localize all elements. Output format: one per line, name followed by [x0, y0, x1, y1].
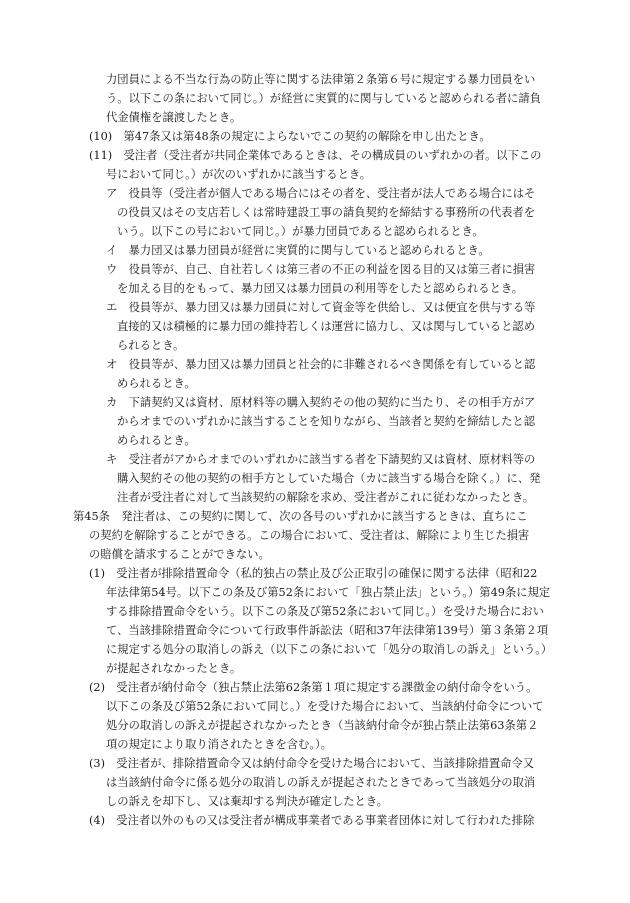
text-line: キ 受注者がアからオまでのいずれかに該当する者を下請契約又は資材、原材料等の	[106, 453, 536, 466]
text-line: られるとき。	[117, 339, 185, 352]
text-line: (10) 第47条又は第48条の規定によらないでこの契約の解除を申し出たとき。	[89, 130, 491, 143]
text-line: に規定する処分の取消しの訴え（以下この条において「処分の取消しの訴え」という。）	[106, 643, 553, 656]
text-line: 力団員による不当な行為の防止等に関する法律第２条第６号に規定する暴力団員をい	[106, 73, 536, 86]
text-line: しの訴えを却下し、又は棄却する判決が確定したとき。	[106, 795, 388, 808]
text-line: 号において同じ。）が次のいずれかに該当するとき。	[106, 168, 372, 181]
text-line: (11) 受注者（受注者が共同企業体であるときは、その構成員のいずれかの者。以下この	[89, 149, 542, 162]
text-line: する排除措置命令をいう。以下この条及び第52条において同じ。）を受けた場合におい	[106, 605, 545, 618]
text-line: ウ 役員等が、自己、自社若しくは第三者の不正の利益を図る目的又は第三者に損害	[106, 263, 536, 276]
text-line: 直接的又は積極的に暴力団の維持若しくは運営に協力し、又は関与していると認め	[117, 320, 535, 333]
text-line: カ 下請契約又は資材、原材料等の購入契約その他の契約に当たり、その相手方がア	[106, 396, 536, 409]
text-line: 注者が受注者に対して当該契約の解除を求め、受注者がこれに従わなかったとき。	[117, 491, 535, 504]
text-line: の契約を解除することができる。この場合において、受注者は、解除により生じた損害	[89, 529, 530, 542]
text-line: 処分の取消しの訴えが提起されなかったとき（当該納付命令が独占禁止法第63条第２	[106, 719, 539, 732]
text-line: イ 暴力団又は暴力団員が経営に実質的に関与していると認められるとき。	[106, 244, 490, 257]
text-line: 年法律第54号。以下この条及び第52条において「独占禁止法」という。）第49条に規定	[106, 586, 551, 599]
text-line: (3) 受注者が、排除措置命令又は納付命令を受けた場合において、当該排除措置命令又	[89, 757, 535, 770]
text-line: (1) 受注者が排除措置命令（私的独占の禁止及び公正取引の確保に関する法律（昭和22	[89, 567, 538, 580]
text-line: いう。以下この号において同じ。）が暴力団員であると認められるとき。	[117, 225, 484, 238]
text-line: (4) 受注者以外のもの又は受注者が構成事業者である事業者団体に対して行われた排除	[89, 814, 535, 827]
text-line: は当該納付命令に係る処分の取消しの訴えが提起されたときであって当該処分の取消	[106, 776, 536, 789]
text-line: (2) 受注者が納付命令（独占禁止法第62条第１項に規定する課徴金の納付命令をいう。	[89, 681, 538, 694]
text-line: 項の規定により取り消されたときを含む。）。	[106, 738, 332, 751]
text-line: 以下この条及び第52条において同じ。）を受けた場合において、当該納付命令について	[106, 700, 544, 713]
text-line: オ 役員等が、暴力団又は暴力団員と社会的に非難されるべき関係を有していると認	[106, 358, 536, 371]
text-line: められるとき。	[117, 434, 196, 447]
text-line: ア 役員等（受注者が個人である場合にはその者を、受注者が法人である場合にはそ	[106, 187, 536, 200]
text-line: 第45条 発注者は、この契約に関して、次の各号のいずれかに該当するときは、直ちにこ	[73, 510, 528, 523]
text-line: 代金債権を譲渡したとき。	[106, 111, 242, 124]
text-line: められるとき。	[117, 377, 196, 390]
text-line: て、当該排除措置命令について行政事件訴訟法（昭和37年法律第139号）第３条第２項	[106, 624, 549, 637]
text-line: が提起されなかったとき。	[106, 662, 242, 675]
text-line: エ 役員等が、暴力団又は暴力団員に対して資金等を供給し、又は便宜を供与する等	[106, 301, 536, 314]
text-line: う。以下この条において同じ。）が経営に実質的に関与していると認められる者に請負	[106, 92, 541, 105]
text-line: を加える目的をもって、暴力団又は暴力団員の利用等をしたと認められるとき。	[117, 282, 524, 295]
text-line: の役員又はその支店若しくは常時建設工事の請負契約を締結する事務所の代表者を	[117, 206, 535, 219]
text-line: からオまでのいずれかに該当することを知りながら、当該者と契約を締結したと認	[117, 415, 535, 428]
text-line: の賠償を請求することができない。	[89, 548, 270, 561]
text-line: 購入契約その他の契約の相手方としていた場合（カに該当する場合を除く。）に、発	[117, 472, 541, 485]
